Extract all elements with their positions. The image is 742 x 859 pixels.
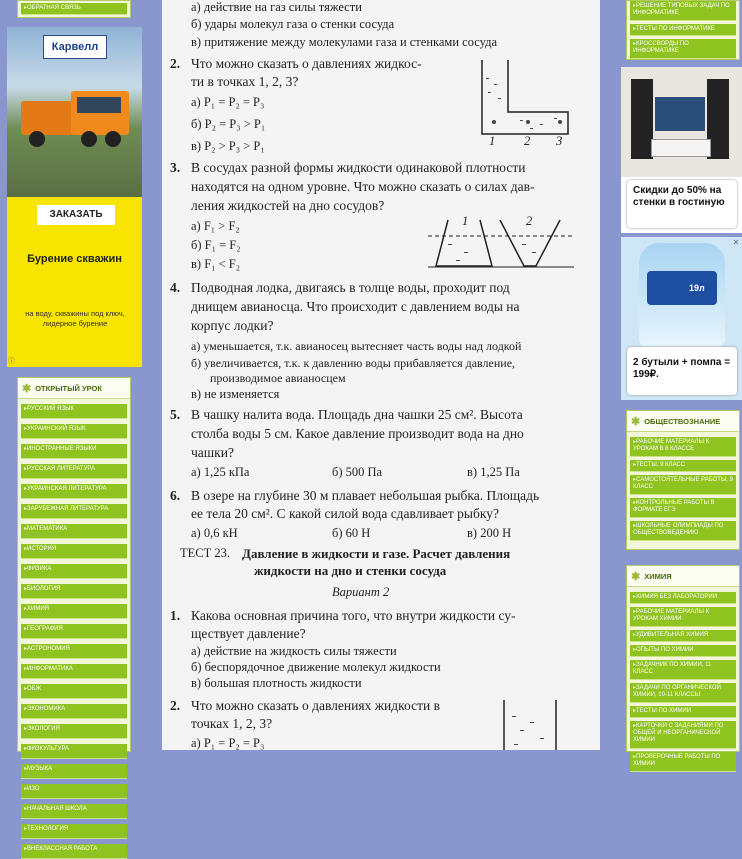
menu-link[interactable]: ▸ ХИМИЯ БЕЗ ЛАБОРАТОРИИ (630, 592, 736, 604)
star-icon: ✱ (631, 570, 641, 583)
menu-link[interactable]: ▸ ЗАДАЧИ ПО ОРГАНИЧЕСКОЙ ХИМИИ, 10-11 КЛАССЫ (630, 683, 736, 703)
menu-link[interactable]: ▸ ТЕСТЫ ПО ХИМИИ (630, 706, 736, 718)
menu-link[interactable]: ▸ НАЧАЛЬНАЯ ШКОЛА (21, 804, 127, 819)
menu-link[interactable]: ▸ ЗАРУБЕЖНАЯ ЛИТЕРАТУРА (21, 504, 127, 519)
right-ad-furniture[interactable] (621, 67, 742, 233)
option-text: а) P₁ = P₂ = P₃ (191, 95, 265, 109)
menu-link[interactable]: ▸ УДИВИТЕЛЬНАЯ ХИМИЯ (630, 630, 736, 642)
menu-link[interactable]: ▸ ХИМИЯ (21, 604, 127, 619)
menu-link[interactable]: ▸ ОПЫТЫ ПО ХИМИИ (630, 645, 736, 657)
menu-link[interactable]: ▸ ФИЗКУЛЬТУРА (21, 744, 127, 759)
menu-link[interactable]: ▸ ОБЖ (21, 684, 127, 699)
menu-header (18, 378, 130, 399)
variant-title: Вариант 2 (332, 585, 390, 599)
question-number: 2. (170, 698, 181, 713)
menu-link[interactable]: ▸ РАБОЧИЕ МАТЕРИАЛЫ К УРОКАМ ХИМИИ (630, 607, 736, 627)
option-text: в) P₂ > P₃ > P₁ (191, 139, 265, 153)
test-number: ТЕСТ 23. (180, 546, 230, 560)
question-number: 4. (170, 280, 181, 295)
figure-two-vessels (428, 214, 574, 272)
figure-label: 1 (462, 214, 469, 228)
menu-link[interactable]: ▸ ЭКОЛОГИЯ (21, 724, 127, 739)
question-text: ее тела 20 см². С какой силой вода сдавливает рыбку? (191, 506, 499, 521)
question-number: 5. (170, 407, 181, 422)
right-box-chemistry (626, 565, 740, 767)
ad-brand-logo: Карвелл (43, 35, 107, 59)
right-box-social (626, 410, 740, 550)
menu-link[interactable]: ▸ МУЗЫКА (21, 764, 127, 779)
right-top-box (626, 0, 740, 60)
question-number: 2. (170, 56, 181, 71)
option-text: а) действие на газ силы тяжести (191, 0, 362, 14)
question-text: Что можно сказать о давлениях жидкости в (191, 698, 440, 713)
option-text: а) уменьшается, т.к. авианосец вытесняет часть воды над лодкой (191, 339, 522, 353)
menu-link[interactable]: ▸ ИСТОРИЯ (21, 544, 127, 559)
question-text: Что можно сказать о давлениях жидкос- (191, 56, 422, 71)
menu-link[interactable]: ▸ МАТЕМАТИКА (21, 524, 127, 539)
menu-link[interactable]: ▸ КАРТОЧКИ С ЗАДАНИЯМИ ПО ОБЩЕЙ И НЕОРГАНИЧЕСКОЙ ХИМИИ (630, 721, 736, 749)
option-text: а) 0,6 кН (191, 526, 238, 540)
document-page (162, 0, 600, 750)
menu-link[interactable]: ▸ ПРОВЕРОЧНЫЕ РАБОТЫ ПО ХИМИИ (630, 752, 736, 772)
left-ad[interactable] (7, 27, 142, 367)
option-text: а) 1,25 кПа (191, 465, 250, 479)
box-header (627, 411, 739, 432)
menu-link[interactable]: ▸ ГЕОГРАФИЯ (21, 624, 127, 639)
option-text: б) увеличивается, т.к. к давлению воды прибавляется давление, (191, 356, 516, 370)
test-title: Давление в жидкости и газе. Расчет давления (242, 546, 511, 561)
option-text: в) F₁ < F₂ (191, 257, 241, 271)
option-text: а) F₁ > F₂ (191, 219, 240, 233)
box-header (627, 566, 739, 587)
menu-link[interactable]: ▸ ШКОЛЬНЫЕ ОЛИМПИАДЫ ПО ОБЩЕСТВОВЕДЕНИЮ (630, 521, 736, 541)
left-top-box (17, 0, 131, 18)
water-bottle-image (639, 243, 725, 347)
question-number: 6. (170, 488, 181, 503)
menu-link[interactable]: ▸ БИОЛОГИЯ (21, 584, 127, 599)
option-text: б) 500 Па (332, 465, 383, 479)
menu-link-feedback[interactable]: ▸ ОБРАТНАЯ СВЯЗЬ (21, 3, 127, 15)
right-ad-water[interactable] (621, 237, 742, 400)
menu-link[interactable]: ▸ ЭКОНОМИКА (21, 704, 127, 719)
question-number: 1. (170, 608, 181, 623)
option-text: а) P₁ = P₂ = P₃ (191, 736, 265, 750)
ad-headline: Бурение скважин (27, 253, 122, 265)
option-text: б) P₂ = P₃ > P₁ (191, 117, 266, 131)
truck-image (21, 91, 129, 151)
menu-link[interactable]: ▸ ВНЕКЛАССНАЯ РАБОТА (21, 844, 127, 859)
question-text: ления жидкостей на дно сосудов? (191, 198, 385, 213)
question-text: ществует давление? (191, 626, 306, 641)
box-title: ОБЩЕСТВОЗНАНИЕ (644, 416, 721, 426)
ad-text: на воду, скважины под ключ, лидерное бурение (25, 309, 125, 328)
question-text: столба воды 5 см. Какое давление производит вода на дно (191, 426, 524, 441)
option-text: в) 200 Н (467, 526, 512, 540)
question-text: В сосудах разной формы жидкости одинаковой плотности (191, 160, 526, 175)
option-text: в) не изменяется (191, 387, 280, 401)
star-icon: ✱ (631, 415, 641, 428)
left-menu (17, 377, 131, 852)
star-icon: ✱ (22, 382, 32, 395)
menu-link[interactable]: ▸ ИЗО (21, 784, 127, 799)
box-title: ХИМИЯ (644, 571, 672, 581)
question-text: В озере на глубине 30 м плавает небольшая рыбка. Площадь (191, 488, 540, 503)
menu-link[interactable]: ▸ РАБОЧИЕ МАТЕРИАЛЫ К УРОКАМ В 8 КЛАССЕ (630, 437, 736, 457)
ad-close-icon[interactable]: ✕ (732, 238, 740, 247)
option-text: в) притяжение между молекулами газа и стенками сосуда (191, 35, 498, 49)
figure-label: 3 (556, 134, 563, 148)
menu-link[interactable]: ▸ АСТРОНОМИЯ (21, 644, 127, 659)
ad-order-button[interactable]: ЗАКАЗАТЬ (37, 205, 115, 225)
ad-photo (7, 27, 142, 197)
menu-link[interactable]: ▸ РЕШЕНИЕ ТИПОВЫХ ЗАДАЧ ПО ИНФОРМАТИКЕ (630, 1, 736, 21)
question-text: Какова основная причина того, что внутри жидкости су- (191, 608, 516, 623)
question-text: чашки? (191, 445, 234, 460)
menu-link[interactable]: ▸ РУССКИЙ ЯЗЫК (21, 404, 127, 419)
ad-caption: Скидки до 50% на стенки в гостиную (627, 180, 737, 228)
question-text: днищем авианосца. Что происходит с давлением воды на (191, 299, 520, 314)
furniture-image (621, 67, 742, 177)
menu-link[interactable]: ▸ ИНОСТРАННЫЕ ЯЗЫКИ (21, 444, 127, 459)
menu-link[interactable]: ▸ УКРАИНСКАЯ ЛИТЕРАТУРА (21, 484, 127, 499)
menu-link[interactable]: ▸ САМОСТОЯТЕЛЬНЫЕ РАБОТЫ, 9 КЛАСС (630, 475, 736, 495)
option-text: б) удары молекул газа о стенки сосуда (191, 17, 395, 31)
menu-link[interactable]: ▸ КОНТРОЛЬНЫЕ РАБОТЫ В ФОРМАТЕ ЕГЭ (630, 498, 736, 518)
figure-vessel-partial (500, 700, 560, 750)
question-text: ти в точках 1, 2, 3? (191, 74, 299, 89)
menu-link[interactable]: ▸ ФИЗИКА (21, 564, 127, 579)
question-text: точках 1, 2, 3? (191, 716, 273, 731)
menu-link[interactable]: ▸ КРОССВОРДЫ ПО ИНФОРМАТИКЕ (630, 39, 736, 59)
menu-title: ОТКРЫТЫЙ УРОК (35, 383, 102, 393)
figure-label: 2 (524, 134, 531, 148)
menu-link[interactable]: ▸ РУССКАЯ ЛИТЕРАТУРА (21, 464, 127, 479)
bottle-label: 19л (689, 283, 705, 293)
menu-link[interactable]: ▸ ТЕСТЫ ПО ИНФОРМАТИКЕ (630, 24, 736, 36)
ad-info-icon[interactable]: ⓘ (8, 358, 15, 365)
question-text: В чашку налита вода. Площадь дна чашки 25 см². Высота (191, 407, 523, 422)
menu-link[interactable]: ▸ ИНФОРМАТИКА (21, 664, 127, 679)
option-text: производимое авианосцем (210, 371, 346, 385)
option-text: б) 60 Н (332, 526, 371, 540)
option-text: а) действие на жидкость силы тяжести (191, 644, 397, 658)
question-text: находятся на одном уровне. Что можно сказать о силах дав- (191, 179, 535, 194)
figure-label: 2 (526, 214, 533, 228)
menu-link[interactable]: ▸ ТЕХНОЛОГИЯ (21, 824, 127, 839)
test-title: жидкости на дно и стенки сосуда (254, 563, 447, 578)
option-text: в) большая плотность жидкости (191, 676, 362, 690)
menu-link[interactable]: ▸ ЗАДАЧНИК ПО ХИМИИ, 11 КЛАСС (630, 660, 736, 680)
option-text: б) беспорядочное движение молекул жидкости (191, 660, 441, 674)
option-text: в) 1,25 Па (467, 465, 520, 479)
menu-link[interactable]: ▸ ТЕСТЫ, 9 КЛАСС (630, 460, 736, 472)
figure-label: 1 (489, 134, 496, 148)
question-text: Подводная лодка, двигаясь в толще воды, проходит под (191, 280, 510, 295)
question-text: корпус лодки? (191, 318, 274, 333)
option-text: б) F₁ = F₂ (191, 238, 241, 252)
menu-link[interactable]: ▸ УКРАИНСКИЙ ЯЗЫК (21, 424, 127, 439)
question-number: 3. (170, 160, 181, 175)
ad-caption: 2 бутыли + помпа = 199₽. (627, 347, 737, 395)
